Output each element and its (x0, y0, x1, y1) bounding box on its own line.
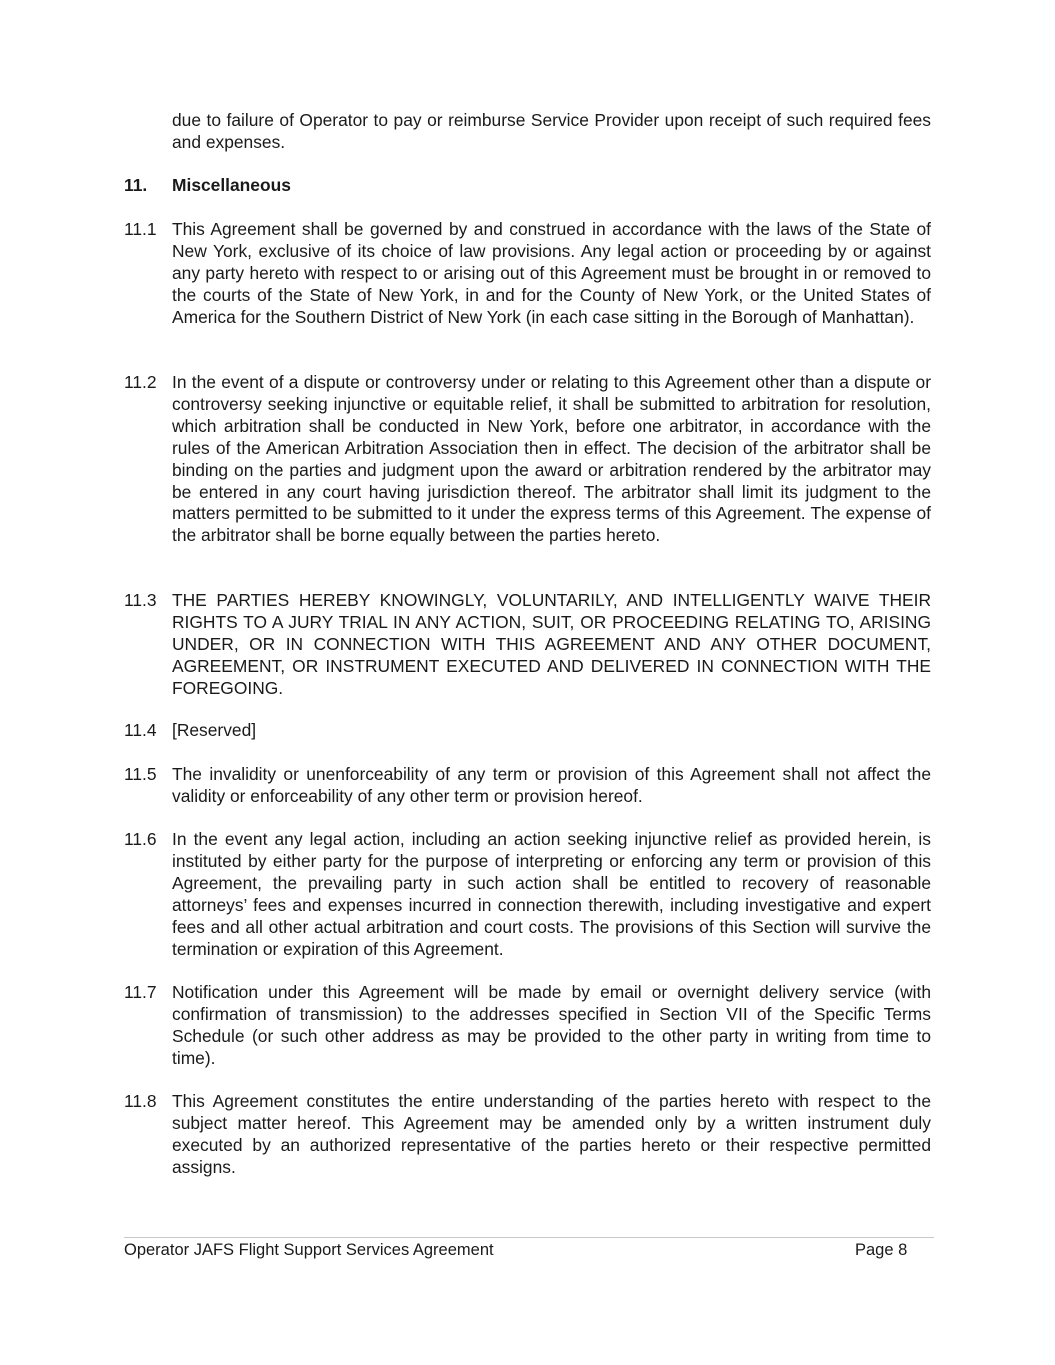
clause-text: [Reserved] (172, 720, 257, 740)
clause-11-5 (124, 764, 931, 808)
clause-number: 11.1 (124, 219, 157, 239)
clause-number: 11.8 (124, 1091, 157, 1111)
clause-text: The invalidity or unenforceability of any term or provision of this Agreement shall not affect the validity or enforceability of any other term or provision hereof. (172, 764, 931, 806)
clause-text: In the event of a dispute or controversy under or relating to this Agreement other than a dispute or controversy seeking injunctive or equitable relief, it shall be submitted to arbitration for resolution, which arbitration shall be conducted in New York, before one arbitrator, in accordance with the rules of the American Arbitration Association then in effect. The decision of the arbitrator shall be binding on the parties and judgment upon the award or arbitration rendered by the arbitrator may be entered in any court having jurisdiction thereof. The arbitrator shall limit its judgment to the matters permitted to be submitted to it under the express terms of this Agreement. The expense of the arbitrator shall be borne equally between the parties hereto. (172, 372, 931, 546)
clause-11-8 (124, 1091, 931, 1179)
clause-11-1 (124, 219, 931, 329)
clause-number: 11.4 (124, 720, 157, 740)
clause-text: This Agreement constitutes the entire understanding of the parties hereto with respect to the subject matter hereof. This Agreement may be amended only by a written instrument duly executed by an authorized representative of the parties hereto or their respective permitted assigns. (172, 1091, 931, 1177)
clause-number: 11.3 (124, 590, 157, 610)
section-heading (124, 175, 291, 197)
clause-11-7 (124, 982, 931, 1070)
section-number: 11. (124, 175, 148, 195)
clause-number: 11.6 (124, 829, 157, 849)
clause-text: Notification under this Agreement will be made by email or overnight delivery service (with confirmation of transmission) to the addresses specified in Section VII of the Specific Terms Schedule (or such other address as may be provided to the other party in writing from time to time). (172, 982, 931, 1068)
clause-text: In the event any legal action, including an action seeking injunctive relief as provided herein, is instituted by either party for the purpose of interpreting or enforcing any term or provision of this Agreement, the prevailing party in such action shall be entitled to recovery of reasonable attorneys’ fees and expenses incurred in connection therewith, including investigative and expert fees and all other actual arbitration and court costs. The provisions of this Section will survive the termination or expiration of this Agreement. (172, 829, 931, 959)
footer-divider (124, 1237, 934, 1238)
clause-number: 11.5 (124, 764, 157, 784)
section-title: Miscellaneous (172, 175, 291, 195)
clause-11-6 (124, 829, 931, 960)
clause-11-4 (124, 720, 931, 742)
intro-paragraph: due to failure of Operator to pay or reimburse Service Provider upon receipt of such required fees and expenses. (172, 110, 931, 152)
clause-number: 11.7 (124, 982, 157, 1002)
footer-title: Operator JAFS Flight Support Services Agreement (124, 1241, 494, 1259)
clause-11-3 (124, 590, 931, 700)
clause-text: This Agreement shall be governed by and construed in accordance with the laws of the State of New York, exclusive of its choice of law provisions. Any legal action or proceeding by or against any party hereto with respect to or arising out of this Agreement must be brought in or removed to the courts of the State of New York, in and for the County of New York, or the United States of America for the Southern District of New York (in each case sitting in the Borough of Manhattan). (172, 219, 931, 327)
clause-number: 11.2 (124, 372, 157, 392)
page-number: Page 8 (855, 1241, 908, 1259)
clause-text: THE PARTIES HEREBY KNOWINGLY, VOLUNTARILY, AND INTELLIGENTLY WAIVE THEIR RIGHTS TO A JURY TRIAL IN ANY ACTION, SUIT, OR PROCEEDING RELATING TO, ARISING UNDER, OR IN CONNECTION WITH THIS AGREEMENT AND ANY OTHER DOCUMENT, AGREEMENT, OR INSTRUMENT EXECUTED AND DELIVERED IN CONNECTION WITH THE FOREGOING. (172, 590, 931, 698)
clause-11-2 (124, 372, 931, 547)
